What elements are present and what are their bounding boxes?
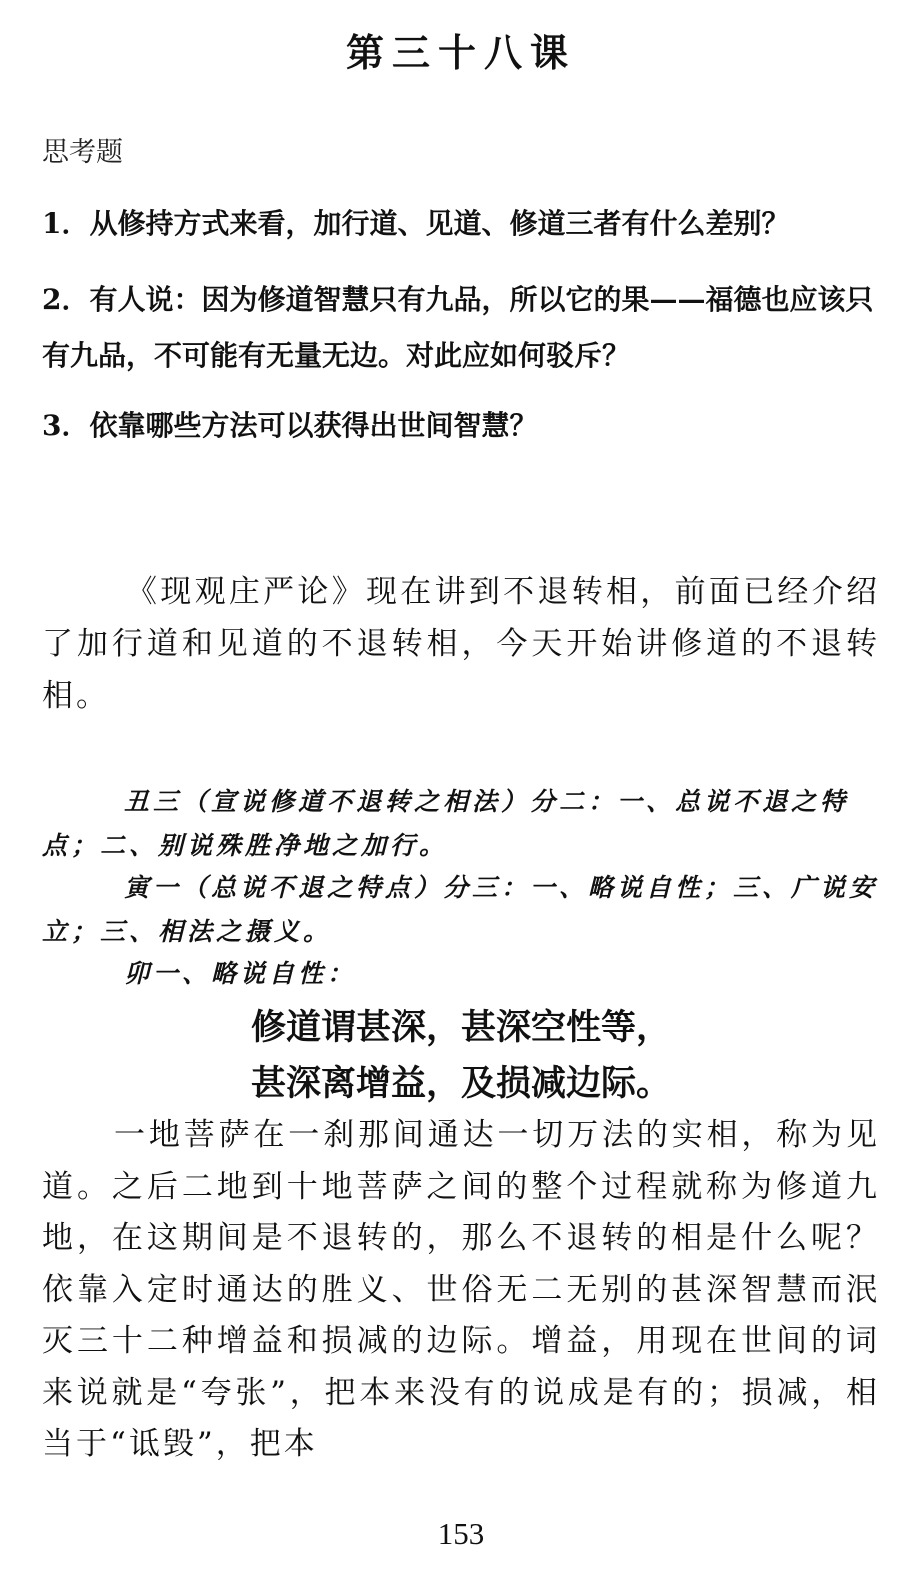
intro-paragraph: 《现观庄严论》现在讲到不退转相，前面已经介绍了加行道和见道的不退转相，今天开始讲修道的不退转相。 bbox=[42, 574, 880, 714]
main-paragraph: 一地菩萨在一刹那间通达一切万法的实相，称为见道。之后二地到十地菩萨之间的整个过程就称为修道九地，在这期间是不退转的，那么不退转的相是什么呢？依靠入定时通达的胜义、世俗无二无别的甚深智慧而泯灭三十二种增益和损减的边际。增益，用现在世间的词来说就是“夸张”，把本来没有的说成是有的；损减，相当于“诋毁”，把本 bbox=[42, 1117, 880, 1462]
outline-heading: 卯一、略说自性： bbox=[124, 959, 357, 988]
outline-heading: 寅一（总说不退之特点）分三：一、略说自性；三、广说安立；三、相法之摄义。 bbox=[42, 873, 879, 946]
questions-label: 思考题 bbox=[42, 137, 123, 168]
page-number: 153 bbox=[437, 1516, 485, 1551]
verse-line: 甚深离增益，及损减边际。 bbox=[250, 1063, 671, 1104]
lesson-title: 第三十八课 bbox=[345, 30, 576, 75]
question-item: 2．有人说：因为修道智慧只有九品，所以它的果——福德也应该只有九品，不可能有无量无边。对此应如何驳斥？ bbox=[42, 283, 874, 372]
question-item: 3．依靠哪些方法可以获得出世间智慧？ bbox=[42, 409, 538, 442]
question-item: 1．从修持方式来看，加行道、见道、修道三者有什么差别？ bbox=[42, 207, 790, 240]
outline-heading: 丑三（宣说修道不退转之相法）分二：一、总说不退之特点；二、别说殊胜净地之加行。 bbox=[42, 787, 850, 860]
verse-line: 修道谓甚深，甚深空性等， bbox=[250, 1007, 671, 1048]
